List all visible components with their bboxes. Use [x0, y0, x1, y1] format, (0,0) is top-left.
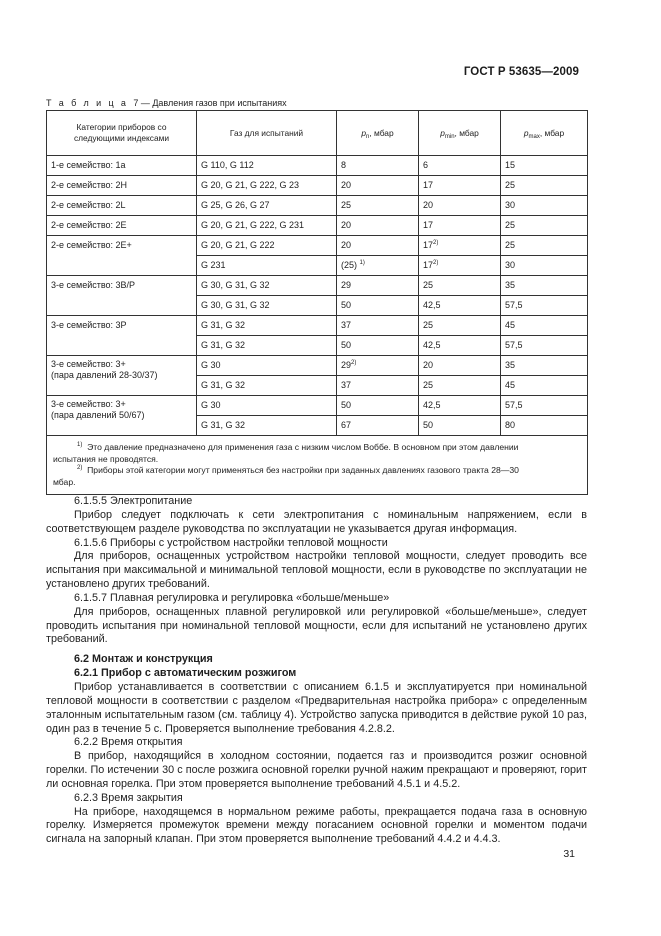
cell-pmax: 80: [501, 416, 588, 436]
cell-pmin: 42,5: [419, 336, 501, 356]
cell-pmin: 17: [419, 216, 501, 236]
header-pmin-unit: , мбар: [454, 127, 479, 138]
cell-gas: G 231: [197, 256, 337, 276]
table-row: [47, 156, 588, 176]
header-pn: [337, 111, 419, 156]
header-pmax-subscript: max: [528, 133, 540, 140]
cell-pn-value: (25): [341, 260, 358, 270]
cell-gas: G 31, G 32: [197, 376, 337, 396]
cell-category: 1-е семейство: 1а: [47, 156, 197, 176]
cell-pmax: 30: [501, 256, 588, 276]
cell-pmin: 20: [419, 196, 501, 216]
cell-pmax: 45: [501, 376, 588, 396]
cell-pmin: 25: [419, 376, 501, 396]
cell-pn: 50: [337, 336, 419, 356]
cell-pmax: 57,5: [501, 336, 588, 356]
section-6-2-1-text: Прибор устанавливается в соответствии с описанием 6.1.5 и эксплуатируется при номинальной тепловой мощности в соответствии с разделом «Предварительная настройка прибора» с определенным эталонным испытательным газом (см. таблицу 4). Устройство запуска приводится в действие рукой 10 раз, один раз в течение 5 с. Проверяется выполнение требования 4.2.8.2.: [46, 680, 587, 735]
table-header-row: [47, 111, 588, 156]
cell-pn: 37: [337, 376, 419, 396]
table-row: [47, 396, 588, 416]
table-footnotes: [47, 436, 588, 495]
section-6-1-5-6-title: 6.1.5.6 Приборы с устройством настройки тепловой мощности: [74, 536, 388, 549]
cell-pmax: 15: [501, 156, 588, 176]
cell-category-line: (пара давлений 28-30/37): [51, 370, 158, 380]
body-text: [46, 495, 587, 847]
cell-pn: 67: [337, 416, 419, 436]
cell-gas: G 30: [197, 396, 337, 416]
cell-pmax: 35: [501, 356, 588, 376]
cell-pn: 25: [337, 196, 419, 216]
footnote-1-mark: 1): [77, 442, 83, 448]
cell-gas: G 20, G 21, G 222: [197, 236, 337, 256]
cell-pmin: [419, 236, 501, 256]
cell-gas: G 30, G 31, G 32: [197, 276, 337, 296]
footnote-1-text: Это давление предназначено для применения газа с низким числом Воббе. В основном при этом давлении: [87, 442, 519, 452]
footnote-2-continuation: мбар.: [53, 476, 76, 487]
cell-gas: G 25, G 26, G 27: [197, 196, 337, 216]
cell-gas: G 110, G 112: [197, 156, 337, 176]
footnote-ref: 2): [433, 260, 439, 266]
header-pmin-symbol: p: [440, 127, 445, 138]
cell-gas: G 31, G 32: [197, 316, 337, 336]
cell-pmin: 20: [419, 356, 501, 376]
cell-pn: 20: [337, 216, 419, 236]
cell-pmin: 17: [419, 176, 501, 196]
section-6-2-1-title: 6.2.1 Прибор с автоматическим розжигом: [74, 667, 297, 680]
cell-pn: 20: [337, 176, 419, 196]
footnote-ref: 1): [359, 260, 365, 266]
cell-category: 3-е семейство: 3В/Р: [47, 276, 197, 316]
cell-pmax: 45: [501, 316, 588, 336]
table-row: [47, 276, 588, 296]
cell-pn: 50: [337, 296, 419, 316]
cell-category: [47, 396, 197, 436]
section-6-1-5-7-text: Для приборов, оснащенных плавной регулировкой или регулировкой «больше/меньше», следует проводить испытания при номинальной тепловой мощности, если для испытаний не установлено других требований.: [46, 605, 587, 646]
cell-category-line: 3-е семейство: 3+: [51, 359, 126, 369]
cell-pmax: 25: [501, 176, 588, 196]
cell-pn: 29: [337, 276, 419, 296]
header-pmax-unit: , мбар: [539, 127, 565, 138]
header-pn-symbol: p: [361, 127, 367, 138]
header-pmin: [419, 111, 501, 156]
cell-pn: [337, 256, 419, 276]
section-6-1-5-5-text: Прибор следует подключать к сети электропитания с номинальным напряжением, если в соответствующем разделе руководства по эксплуатации не указывается другая информация.: [46, 508, 587, 535]
cell-gas: G 20, G 21, G 222, G 231: [197, 216, 337, 236]
table-row: [47, 176, 588, 196]
footnote-2: [53, 465, 581, 477]
footnote-2-text: Приборы этой категории могут применяться без настройки при заданных давлениях газового тракта 28—30: [87, 465, 519, 476]
table-caption: [46, 98, 287, 108]
table-caption-title: 7 — Давления газов при испытаниях: [128, 98, 287, 108]
cell-pmax: 25: [501, 216, 588, 236]
cell-gas: G 30, G 31, G 32: [197, 296, 337, 316]
cell-pn-value: 29: [341, 360, 352, 370]
section-6-2-3-title: 6.2.3 Время закрытия: [74, 791, 183, 804]
cell-pmin: 42,5: [419, 296, 501, 316]
cell-pn: 50: [337, 396, 419, 416]
gas-pressure-table: [46, 110, 588, 495]
header-category: Категории приборов со следующими индексами: [47, 111, 197, 156]
cell-pmax: 57,5: [501, 396, 588, 416]
cell-pmin: 25: [419, 276, 501, 296]
cell-category-line: 3-е семейство: 3+: [51, 399, 126, 409]
cell-pmax: 35: [501, 276, 588, 296]
header-gas: Газ для испытаний: [197, 111, 337, 156]
cell-category: 2-е семейство: 2L: [47, 196, 197, 216]
cell-gas: G 30: [197, 356, 337, 376]
cell-pmax: 25: [501, 236, 588, 256]
cell-pmax: 30: [501, 196, 588, 216]
section-6-1-5-5-title: 6.1.5.5 Электропитание: [74, 495, 193, 507]
table-row: [47, 316, 588, 336]
cell-pmin-value: 17: [423, 260, 434, 270]
cell-pmin: 50: [419, 416, 501, 436]
cell-pmin: 25: [419, 316, 501, 336]
cell-pmin: 6: [419, 156, 501, 176]
cell-gas: G 20, G 21, G 222, G 23: [197, 176, 337, 196]
cell-category-line: (пара давлений 50/67): [51, 410, 145, 420]
cell-category: [47, 356, 197, 396]
cell-gas: G 31, G 32: [197, 416, 337, 436]
cell-pmin: [419, 256, 501, 276]
cell-pmin-value: 17: [423, 240, 434, 250]
cell-pmax: 57,5: [501, 296, 588, 316]
section-6-2-2-title: 6.2.2 Время открытия: [74, 736, 183, 749]
section-6-1-5-6-text: Для приборов, оснащенных устройством настройки тепловой мощности, следует проводить все испытания при максимальной и минимальной тепловой мощности, если в руководстве по эксплуатации не установлено других требований.: [46, 550, 587, 591]
footnote-ref: 2): [351, 360, 357, 366]
table-caption-prefix: Т а б л и ц а: [46, 98, 129, 108]
section-6-2-title: 6.2 Монтаж и конструкция: [74, 653, 213, 666]
footnote-2-mark: 2): [77, 465, 83, 472]
footnote-1: [53, 442, 581, 454]
table-row: [47, 236, 588, 256]
cell-category: 3-е семейство: 3Р: [47, 316, 197, 356]
cell-pmin: 42,5: [419, 396, 501, 416]
header-pmax: [501, 111, 588, 156]
table-row: [47, 196, 588, 216]
cell-category: 2-е семейство: 2Е+: [47, 236, 197, 276]
table-row: [47, 216, 588, 236]
header-pmax-symbol: p: [523, 127, 529, 138]
cell-pn: 20: [337, 236, 419, 256]
cell-category: 2-е семейство: 2H: [47, 176, 197, 196]
cell-pn: 8: [337, 156, 419, 176]
table-footnotes-row: [47, 436, 588, 495]
footnote-1-continuation: испытания не проводятся.: [53, 453, 159, 464]
cell-pn: [337, 356, 419, 376]
page-number: 31: [563, 848, 575, 860]
cell-category: 2-е семейство: 2Е: [47, 216, 197, 236]
header-pn-subscript: n: [366, 133, 370, 140]
section-6-2-3-text: На приборе, находящемся в нормальном режиме работы, прекращается подача газа в основную горелку. Измеряется промежуток времени между погасанием основной горелки и моментом подачи сигнала на запорный клапан. При этом проверяется выполнение требований 4.4.2 и 4.4.3.: [46, 805, 587, 846]
section-6-2-2-text: В прибор, находящийся в холодном состоянии, подается газ и производится розжиг основной горелки. По истечении 30 с после розжига основной горелки ручной нажим прекращают и проверяют, горит ли основная горелка. При этом проверяется выполнение требований 4.5.1 и 4.5.2.: [46, 750, 587, 790]
footnote-ref: 2): [433, 240, 439, 246]
header-pmin-subscript: min: [444, 133, 455, 140]
cell-pn: 37: [337, 316, 419, 336]
cell-gas: G 31, G 32: [197, 336, 337, 356]
header-pn-unit: , мбар: [369, 127, 394, 138]
table-row: [47, 356, 588, 376]
document-id-header: ГОСТ Р 53635—2009: [463, 66, 579, 78]
section-6-1-5-7-title: 6.1.5.7 Плавная регулировка и регулировка «больше/меньше»: [74, 591, 390, 604]
